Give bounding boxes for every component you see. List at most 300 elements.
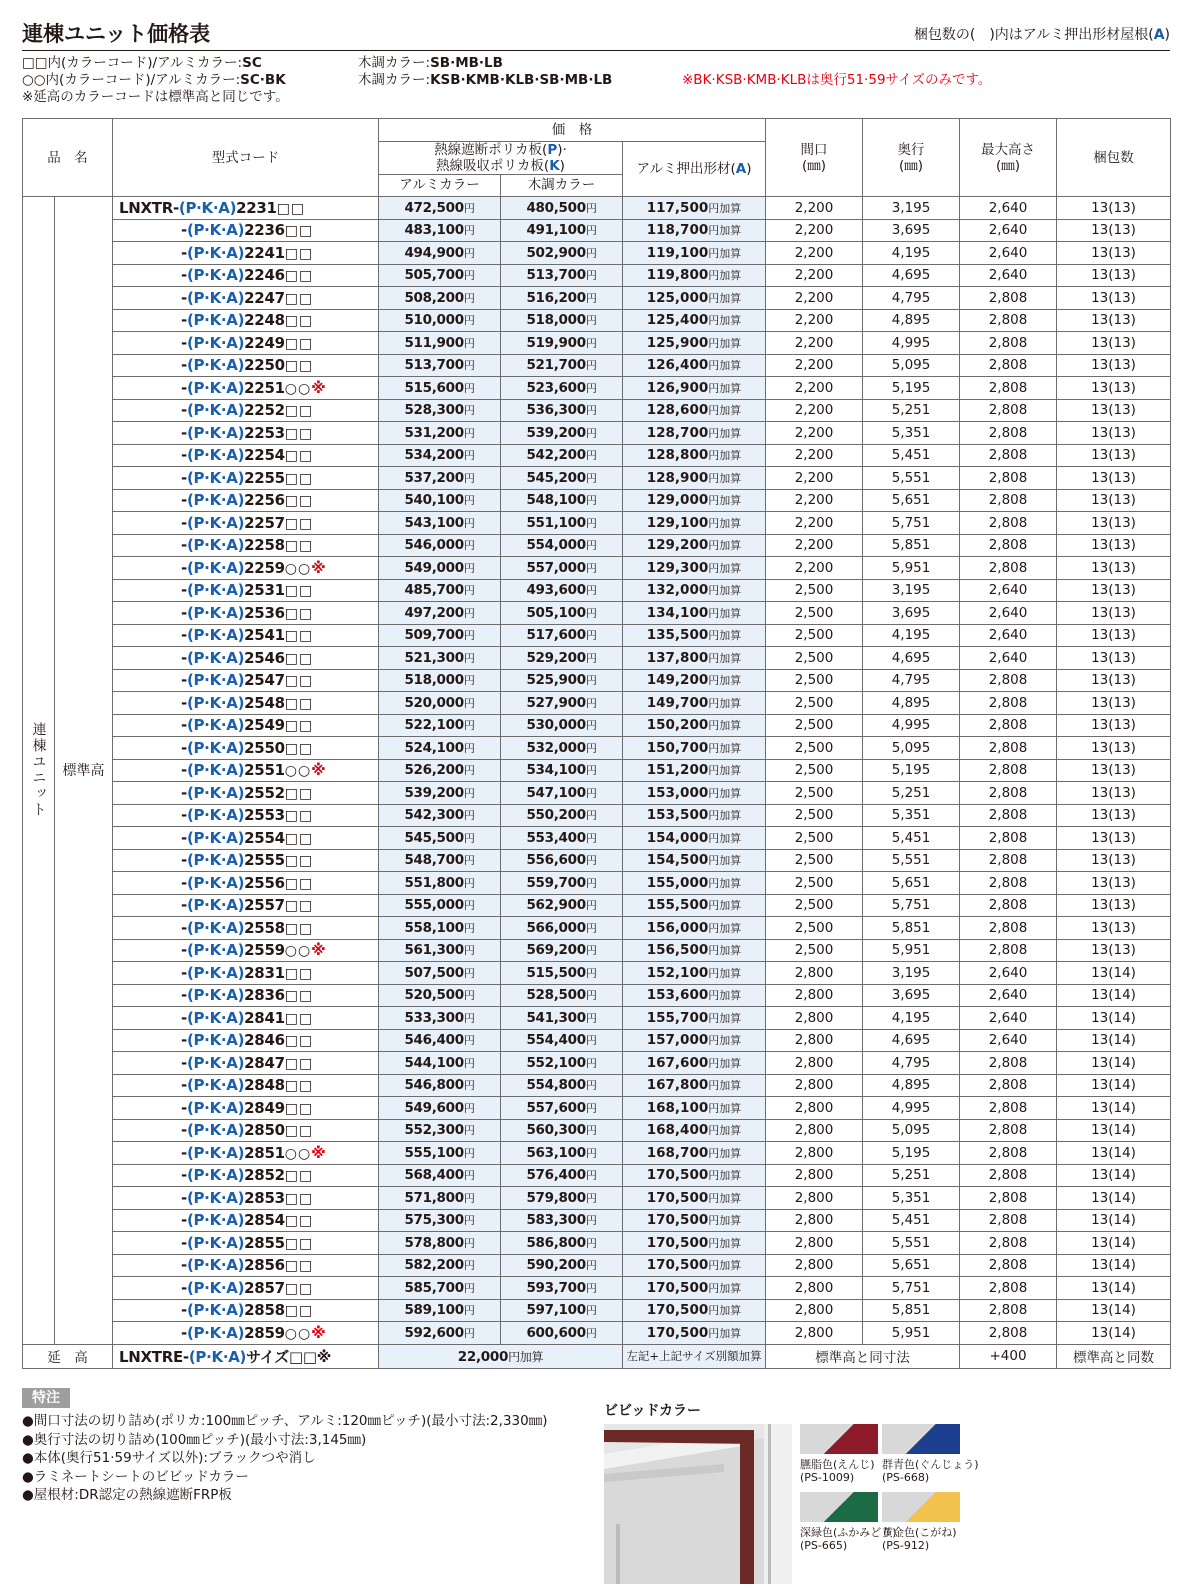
price-wood-color: [501, 287, 623, 310]
height-value: 2,640: [960, 647, 1057, 670]
price-value: 493,600: [526, 582, 586, 599]
price-value: 156,000: [646, 919, 709, 936]
price-value: 528,500: [526, 987, 586, 1004]
table-row: [23, 1299, 1171, 1322]
add-unit: 円加算: [708, 201, 742, 215]
table-row: [23, 444, 1171, 467]
code-prefix: -: [181, 221, 187, 240]
price-value: 576,400: [526, 1167, 586, 1184]
table-row: [23, 624, 1171, 647]
table-row: [23, 917, 1171, 940]
price-alu-color: [379, 962, 501, 985]
code-material: (P·K·A): [186, 423, 245, 442]
code-prefix: LNXTR-: [119, 198, 179, 217]
code-number: 2252: [244, 401, 285, 420]
code-color-slot: □□: [284, 628, 314, 645]
swatch-code: (PS-668): [882, 1471, 930, 1484]
table-row: [23, 1074, 1171, 1097]
depth-value: 5,651: [863, 1254, 960, 1277]
price-value: 170,500: [646, 1212, 709, 1229]
price-alu-color: [379, 219, 501, 242]
legend-warning: ※BK·KSB·KMB·KLBは奥行51·59サイズのみです。: [682, 72, 992, 88]
price-value: 513,700: [404, 357, 464, 374]
depth-value: 5,951: [863, 1322, 960, 1345]
price-value: 137,800: [646, 649, 709, 666]
table-row: [23, 737, 1171, 760]
price-value: 170,500: [646, 1257, 709, 1274]
price-value: 510,000: [404, 312, 464, 329]
table-row: [23, 467, 1171, 490]
add-unit: 円加算: [708, 876, 742, 890]
code-number: 2254: [244, 446, 285, 465]
code-number: 2847: [244, 1053, 285, 1072]
code-prefix: -: [181, 1323, 187, 1342]
extended-pack: 標準高と同数: [1057, 1344, 1171, 1368]
code-prefix: -: [181, 1121, 187, 1140]
depth-value: 5,651: [863, 872, 960, 895]
pack-value: 13(13): [1057, 219, 1171, 242]
price-value: 155,000: [646, 874, 709, 891]
code-number: 2259: [244, 558, 285, 577]
code-prefix: -: [181, 1143, 187, 1162]
depth-value: 5,551: [863, 1232, 960, 1255]
width-value: 2,200: [766, 422, 863, 445]
code-number: 2852: [244, 1166, 285, 1185]
price-alu-color: [379, 1322, 501, 1345]
add-unit: 円加算: [708, 921, 742, 935]
price-aluminum-add: [623, 534, 766, 557]
code-note-mark: ※: [311, 378, 326, 397]
width-value: 2,800: [766, 1254, 863, 1277]
depth-value: 5,851: [863, 1299, 960, 1322]
price-aluminum-add: [623, 669, 766, 692]
price-value: 579,800: [526, 1189, 586, 1206]
price-wood-color: [501, 782, 623, 805]
yen-unit: 円: [463, 1034, 475, 1048]
price-value: 520,500: [404, 987, 464, 1004]
price-value: 559,700: [526, 874, 586, 891]
price-aluminum-add: [623, 264, 766, 287]
table-row: [23, 827, 1171, 850]
model-code: [113, 714, 379, 737]
add-unit: 円加算: [708, 1236, 742, 1250]
pack-value: 13(14): [1057, 1142, 1171, 1165]
special-order-notes: [22, 1412, 547, 1505]
price-value: 149,700: [646, 694, 709, 711]
pack-value: 13(13): [1057, 287, 1171, 310]
pack-value: 13(13): [1057, 422, 1171, 445]
code-color-slot: □□: [284, 1235, 314, 1252]
height-value: 2,808: [960, 737, 1057, 760]
table-row: [23, 669, 1171, 692]
price-wood-color: [501, 984, 623, 1007]
code-number: 2858: [244, 1301, 285, 1320]
code-number: 2848: [244, 1076, 285, 1095]
height-value: 2,808: [960, 1322, 1057, 1345]
code-color-slot: □□: [284, 223, 314, 240]
price-value: 511,900: [404, 334, 464, 351]
code-prefix: -: [181, 1301, 187, 1320]
add-unit: 円加算: [708, 944, 742, 958]
depth-value: 4,795: [863, 1052, 960, 1075]
price-value: 586,800: [526, 1234, 586, 1251]
table-row: [23, 804, 1171, 827]
code-number: 2547: [244, 671, 285, 690]
price-alu-color: [379, 1187, 501, 1210]
width-value: 2,800: [766, 1277, 863, 1300]
width-value: 2,500: [766, 939, 863, 962]
price-value: 132,000: [646, 582, 709, 599]
yen-unit: 円: [585, 1169, 597, 1183]
header-height-label: 最大高さ: [981, 141, 1036, 158]
price-aluminum-add: [623, 1029, 766, 1052]
price-value: 566,000: [526, 919, 586, 936]
price-alu-color: [379, 759, 501, 782]
price-wood-color: [501, 197, 623, 220]
price-aluminum-add: [623, 354, 766, 377]
price-value: 505,700: [404, 267, 464, 284]
price-wood-color: [501, 692, 623, 715]
add-unit: 円加算: [708, 741, 742, 755]
code-material: (P·K·A): [186, 716, 245, 735]
pack-value: 13(13): [1057, 399, 1171, 422]
price-value: 546,400: [404, 1032, 464, 1049]
yen-unit: 円: [463, 1304, 475, 1318]
price-value: 546,800: [404, 1077, 464, 1094]
height-value: 2,640: [960, 984, 1057, 1007]
price-value: 551,100: [526, 514, 586, 531]
code-material: (P·K·A): [186, 221, 245, 240]
price-alu-color: [379, 669, 501, 692]
yen-unit: 円: [585, 719, 597, 733]
code-size: サイズ□□: [246, 1347, 317, 1366]
code-material: (P·K·A): [186, 288, 245, 307]
model-code: [113, 1299, 379, 1322]
model-code: [113, 1344, 379, 1368]
header-alu-a: A: [735, 160, 747, 177]
legend-code: KSB·KMB·KLB·SB·MB·LB: [430, 72, 613, 88]
pack-value: 13(13): [1057, 579, 1171, 602]
width-value: 2,200: [766, 309, 863, 332]
height-value: 2,808: [960, 512, 1057, 535]
code-number: 2849: [244, 1098, 285, 1117]
yen-unit: 円: [585, 1124, 597, 1138]
price-value: 542,200: [526, 447, 586, 464]
pack-value: 13(13): [1057, 827, 1171, 850]
price-aluminum-add: [623, 197, 766, 220]
code-number: 2851: [244, 1143, 285, 1162]
model-code: [113, 219, 379, 242]
model-code: [113, 534, 379, 557]
yen-unit: 円: [463, 471, 475, 485]
price-alu-color: [379, 534, 501, 557]
price-alu-color: [379, 737, 501, 760]
code-note-mark: ※: [311, 761, 326, 780]
yen-unit: 円: [463, 1191, 475, 1205]
width-value: 2,800: [766, 1322, 863, 1345]
yen-unit: 円: [585, 1011, 597, 1025]
price-alu-color: [379, 827, 501, 850]
price-value: 518,000: [404, 672, 464, 689]
model-code: [113, 467, 379, 490]
depth-value: 4,195: [863, 1007, 960, 1030]
table-row: [23, 377, 1171, 400]
price-aluminum-add: [623, 444, 766, 467]
price-aluminum-add: [623, 1142, 766, 1165]
yen-unit: 円: [463, 741, 475, 755]
model-code: [113, 692, 379, 715]
code-color-slot: ○○: [284, 560, 312, 577]
table-row: [23, 1142, 1171, 1165]
price-value: 128,900: [646, 469, 709, 486]
price-value: 491,100: [526, 222, 586, 239]
add-unit: 円加算: [708, 1056, 742, 1070]
depth-value: 5,251: [863, 399, 960, 422]
pack-value: 13(13): [1057, 624, 1171, 647]
price-wood-color: [501, 512, 623, 535]
add-unit: 円加算: [708, 291, 742, 305]
price-alu-color: [379, 1232, 501, 1255]
price-value: 520,000: [404, 694, 464, 711]
code-color-slot: □□: [284, 1258, 314, 1275]
depth-value: 5,451: [863, 1209, 960, 1232]
add-unit: 円加算: [708, 539, 742, 553]
price-table: [22, 118, 1171, 1369]
height-value: 2,808: [960, 714, 1057, 737]
code-number: 2853: [244, 1188, 285, 1207]
table-row: [23, 219, 1171, 242]
code-prefix: -: [181, 446, 187, 465]
yen-unit: 円: [463, 561, 475, 575]
table-row: [23, 782, 1171, 805]
code-number: 2551: [244, 761, 285, 780]
header-max-height: [960, 119, 1057, 197]
code-number: 2550: [244, 738, 285, 757]
add-unit: 円加算: [708, 1214, 742, 1228]
price-value: 515,600: [404, 379, 464, 396]
yen-unit: 円: [463, 899, 475, 913]
width-value: 2,800: [766, 1209, 863, 1232]
yen-unit: 円: [463, 1281, 475, 1295]
height-value: 2,640: [960, 219, 1057, 242]
price-aluminum-add: [623, 332, 766, 355]
code-number: 2556: [244, 873, 285, 892]
price-alu-color: [379, 1299, 501, 1322]
price-value: 522,100: [404, 717, 464, 734]
code-material: (P·K·A): [186, 401, 245, 420]
add-unit: 円加算: [708, 1169, 742, 1183]
yen-unit: 円: [585, 1191, 597, 1205]
depth-value: 5,851: [863, 534, 960, 557]
code-color-slot: □□: [284, 785, 314, 802]
price-alu-color: [379, 264, 501, 287]
yen-unit: 円: [463, 764, 475, 778]
price-value: 529,200: [526, 649, 586, 666]
model-code: [113, 737, 379, 760]
code-number: 2253: [244, 423, 285, 442]
price-alu-color: [379, 1074, 501, 1097]
width-value: 2,800: [766, 984, 863, 1007]
code-color-slot: □□: [284, 538, 314, 555]
price-value: 134,100: [646, 604, 709, 621]
code-material: (P·K·A): [186, 648, 245, 667]
swatch-name: 深緑色(ふかみどり): [800, 1526, 897, 1539]
height-value: 2,640: [960, 962, 1057, 985]
depth-value: 4,795: [863, 287, 960, 310]
table-row: [23, 1007, 1171, 1030]
code-color-slot: □□: [284, 718, 314, 735]
depth-value: 5,851: [863, 917, 960, 940]
code-material: (P·K·A): [186, 941, 245, 960]
pack-value: 13(13): [1057, 557, 1171, 580]
price-aluminum-add: [623, 1299, 766, 1322]
code-number: 2231: [236, 198, 277, 217]
yen-unit: 円: [585, 404, 597, 418]
depth-value: 3,195: [863, 197, 960, 220]
model-code: [113, 849, 379, 872]
note-item: ●奥行寸法の切り詰め(100㎜ピッチ)(最小寸法:3,145㎜): [22, 1431, 367, 1448]
add-unit: 円加算: [708, 516, 742, 530]
price-aluminum-add: [623, 579, 766, 602]
header-model-code: 型式コード: [113, 119, 379, 197]
price-wood-color: [501, 1277, 623, 1300]
code-color-slot: □□: [284, 1100, 314, 1117]
price-wood-color: [501, 602, 623, 625]
height-value: 2,808: [960, 1097, 1057, 1120]
code-color-slot: ○○: [284, 380, 312, 397]
table-row-extended: [23, 1344, 1171, 1368]
price-value: 568,400: [404, 1167, 464, 1184]
width-value: 2,500: [766, 602, 863, 625]
depth-value: 5,195: [863, 377, 960, 400]
yen-unit: 円: [585, 584, 597, 598]
code-material: (P·K·A): [186, 1143, 245, 1162]
price-wood-color: [501, 399, 623, 422]
width-value: 2,800: [766, 1119, 863, 1142]
table-row: [23, 1119, 1171, 1142]
price-value: 533,300: [404, 1009, 464, 1026]
pack-value: 13(13): [1057, 714, 1171, 737]
price-value: 549,600: [404, 1099, 464, 1116]
code-prefix: -: [181, 266, 187, 285]
page-title: 連棟ユニット価格表: [22, 22, 211, 46]
width-value: 2,200: [766, 534, 863, 557]
pack-value: 13(13): [1057, 782, 1171, 805]
price-value: 125,000: [646, 289, 709, 306]
price-value: 126,400: [646, 357, 709, 374]
extended-height-label: 延 高: [23, 1344, 113, 1368]
price-value: 167,800: [646, 1077, 709, 1094]
yen-unit: 円: [463, 1214, 475, 1228]
price-value: 530,000: [526, 717, 586, 734]
code-material: (P·K·A): [178, 198, 237, 217]
depth-value: 4,695: [863, 1029, 960, 1052]
code-prefix: -: [181, 1008, 187, 1027]
price-value: 549,000: [404, 559, 464, 576]
yen-unit: 円: [463, 314, 475, 328]
price-value: 561,300: [404, 942, 464, 959]
price-alu-color: [379, 557, 501, 580]
price-value: 151,200: [646, 762, 709, 779]
model-code: [113, 647, 379, 670]
code-material: (P·K·A): [186, 378, 245, 397]
code-prefix: -: [181, 1031, 187, 1050]
code-material: (P·K·A): [186, 1233, 245, 1252]
code-color-slot: □□: [284, 1010, 314, 1027]
add-unit: 円加算: [708, 1259, 742, 1273]
pack-value: 13(13): [1057, 602, 1171, 625]
add-unit: 円加算: [708, 1281, 742, 1295]
price-alu-color: [379, 917, 501, 940]
depth-value: 5,095: [863, 1119, 960, 1142]
add-unit: 円加算: [708, 966, 742, 980]
width-value: 2,200: [766, 399, 863, 422]
price-alu-color: [379, 512, 501, 535]
pack-value: 13(13): [1057, 939, 1171, 962]
add-unit: 円加算: [708, 1191, 742, 1205]
price-value: 582,200: [404, 1257, 464, 1274]
model-code: [113, 489, 379, 512]
yen-unit: 円: [463, 1056, 475, 1070]
yen-unit: 円: [585, 831, 597, 845]
code-number: 2251: [244, 378, 285, 397]
pack-value: 13(13): [1057, 264, 1171, 287]
code-color-slot: □□: [284, 988, 314, 1005]
price-value: 509,700: [404, 627, 464, 644]
price-value: 135,500: [646, 627, 709, 644]
depth-value: 5,195: [863, 1142, 960, 1165]
model-code: [113, 872, 379, 895]
model-code: [113, 1074, 379, 1097]
code-color-slot: □□: [284, 358, 314, 375]
price-alu-color: [379, 1277, 501, 1300]
yen-unit: 円: [463, 404, 475, 418]
code-number: 2558: [244, 918, 285, 937]
code-prefix: -: [181, 401, 187, 420]
price-value: 551,800: [404, 874, 464, 891]
yen-unit: 円: [463, 786, 475, 800]
price-value: 554,800: [526, 1077, 586, 1094]
yen-unit: 円: [585, 1056, 597, 1070]
add-unit: 円加算: [708, 1101, 742, 1115]
code-material: (P·K·A): [186, 603, 245, 622]
price-alu-color: [379, 197, 501, 220]
price-wood-color: [501, 1074, 623, 1097]
add-unit: 円加算: [708, 1124, 742, 1138]
yen-unit: 円: [463, 1011, 475, 1025]
pack-value: 13(13): [1057, 669, 1171, 692]
price-aluminum-add: [623, 1187, 766, 1210]
code-color-slot: □□: [284, 1033, 314, 1050]
table-row: [23, 1322, 1171, 1345]
yen-unit: 円: [463, 1169, 475, 1183]
depth-value: 5,651: [863, 489, 960, 512]
yen-unit: 円: [463, 584, 475, 598]
pack-value: 13(14): [1057, 1232, 1171, 1255]
code-number: 2247: [244, 288, 285, 307]
price-wood-color: [501, 1029, 623, 1052]
header-poly-label: 熱線遮断ポリカ板(: [434, 141, 548, 158]
add-unit: 円加算: [708, 224, 742, 238]
table-row: [23, 984, 1171, 1007]
code-number: 2548: [244, 693, 285, 712]
price-value: 545,500: [404, 829, 464, 846]
code-number: 2553: [244, 806, 285, 825]
yen-unit: 円: [463, 1079, 475, 1093]
price-value: 168,700: [646, 1144, 709, 1161]
pack-value: 13(13): [1057, 759, 1171, 782]
code-color-slot: □□: [284, 898, 314, 915]
